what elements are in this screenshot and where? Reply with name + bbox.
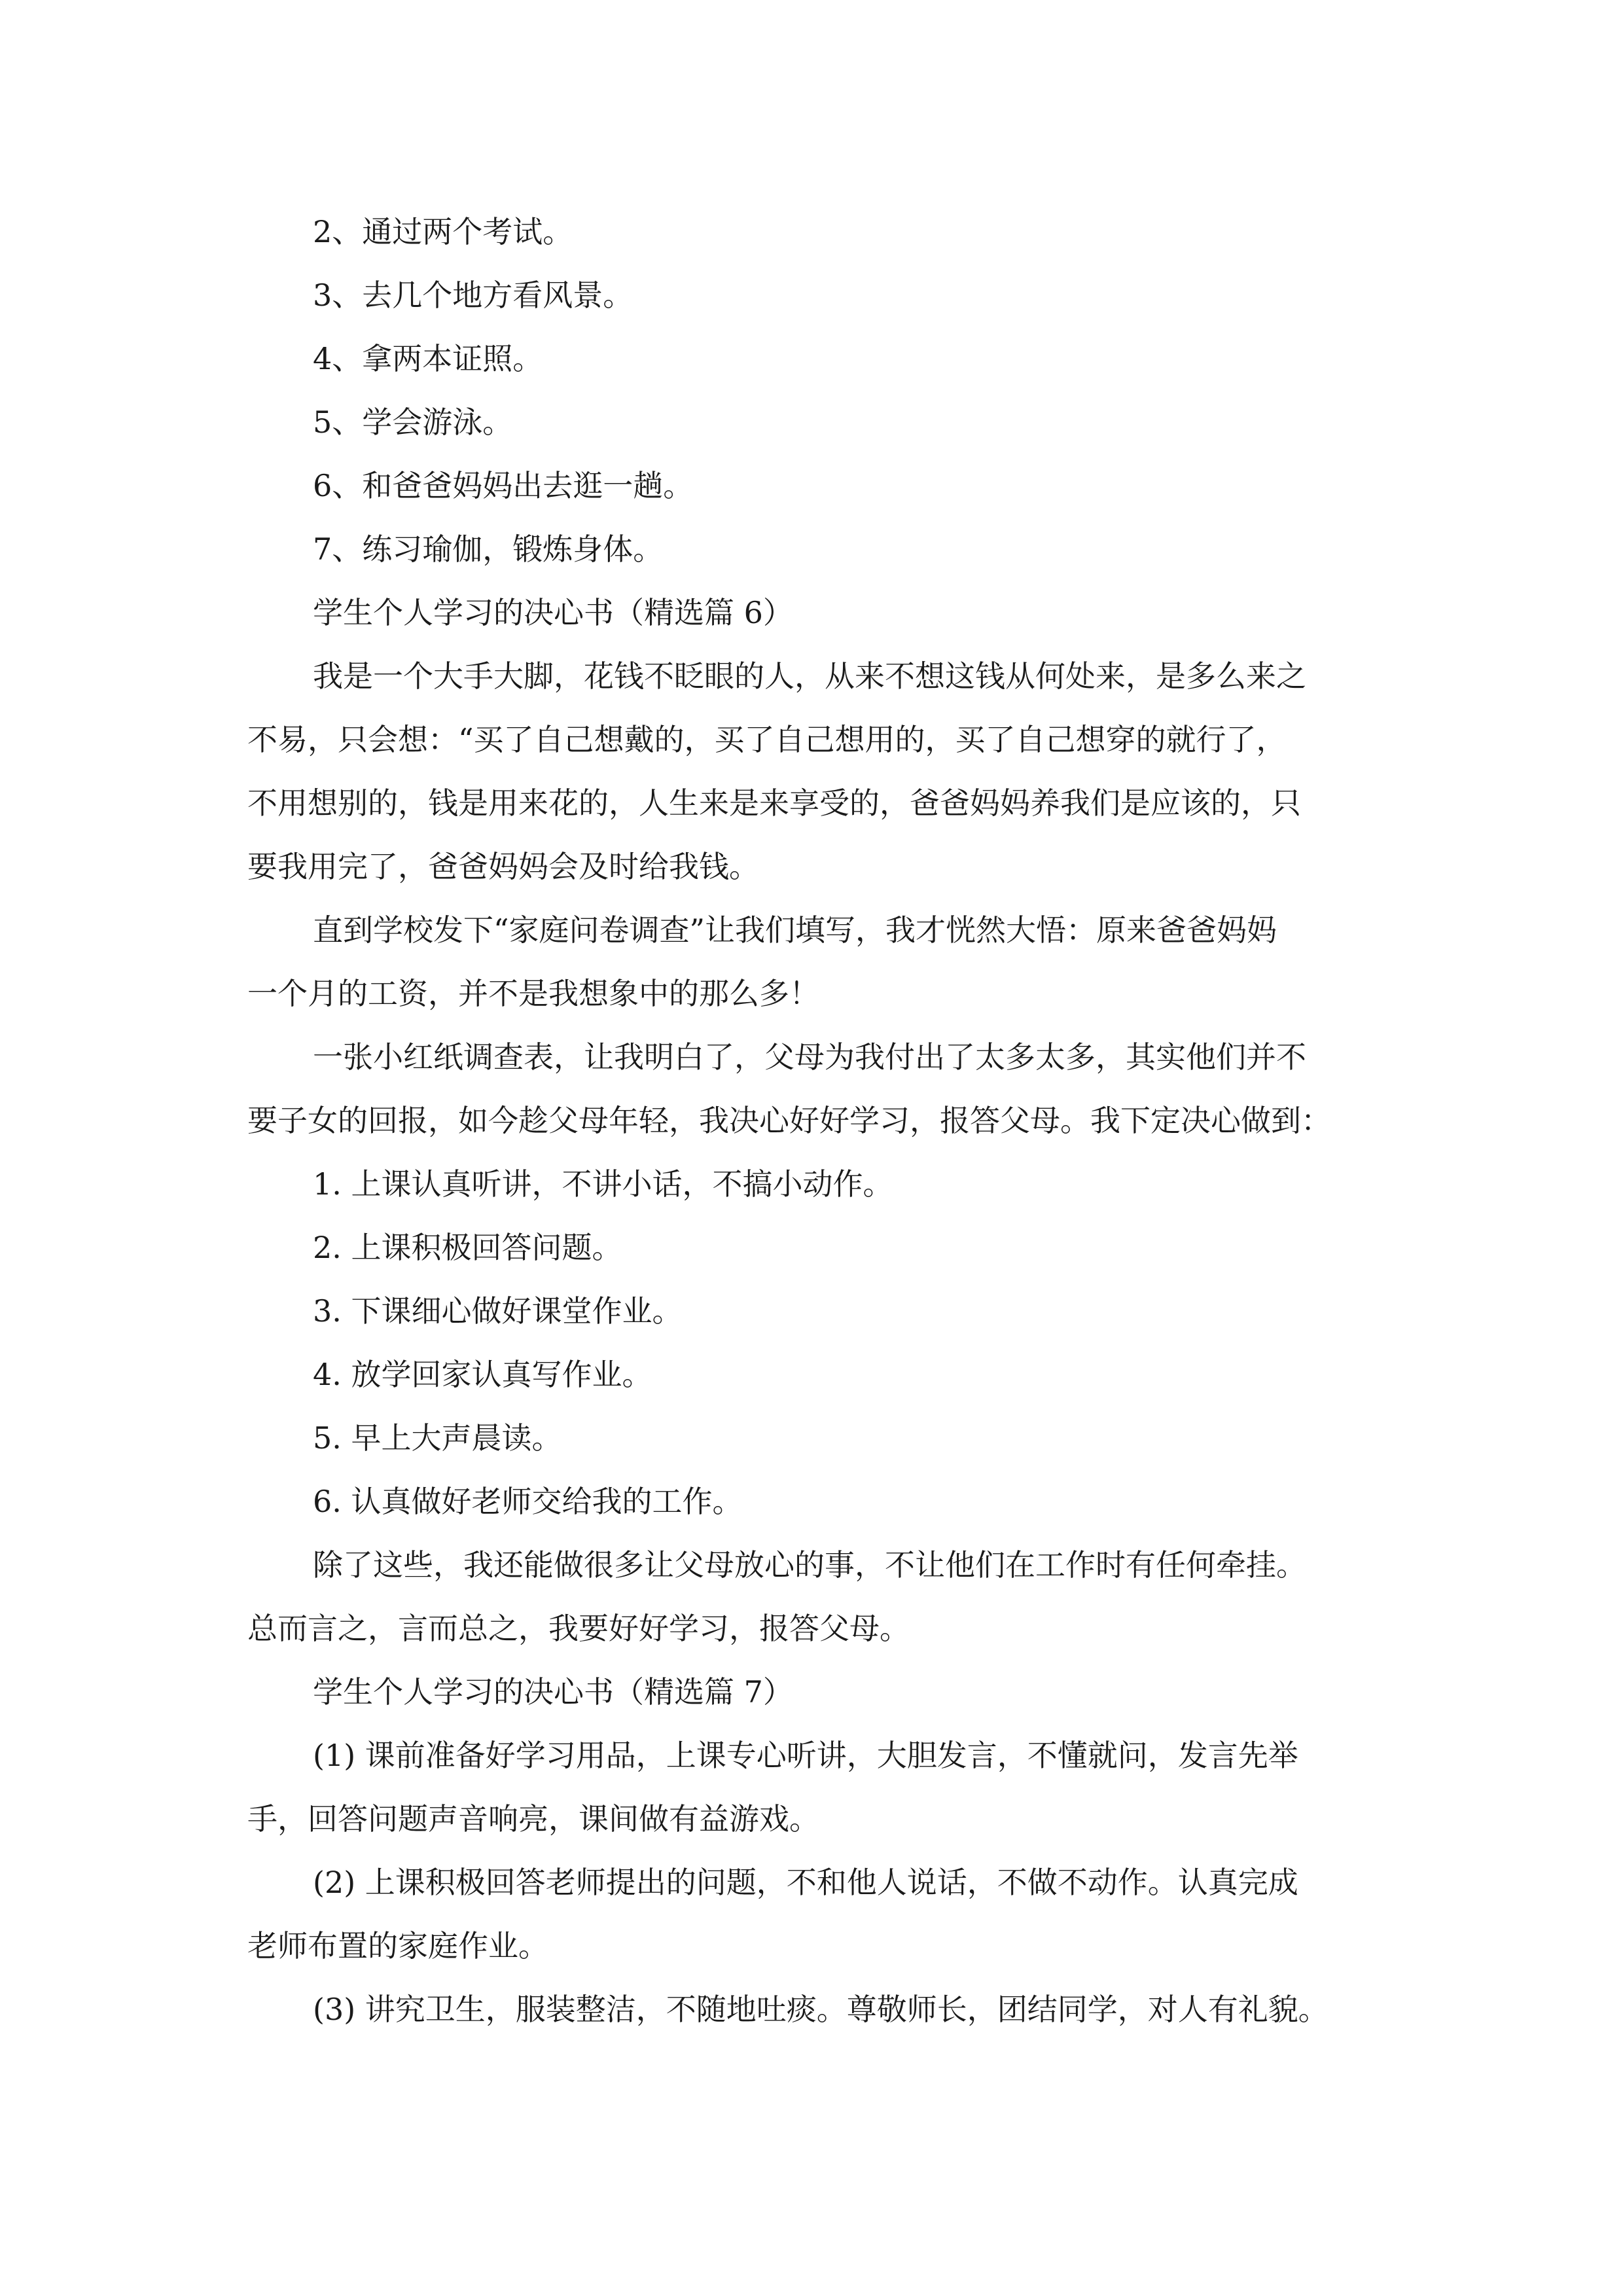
paragraph-line: 老师布置的家庭作业。 xyxy=(247,1928,548,1964)
paragraph-line: 不用想别的，钱是用来花的，人生来是来享受的，爸爸妈妈养我们是应该的，只 xyxy=(247,785,1301,821)
list-item-goal-7: 7、练习瑜伽，锻炼身体。 xyxy=(313,531,664,567)
section-heading-7: 学生个人学习的决心书（精选篇 7） xyxy=(313,1674,793,1710)
list-item-resolve-6: 6. 认真做好老师交给我的工作。 xyxy=(313,1484,743,1519)
list-item-resolve-4: 4. 放学回家认真写作业。 xyxy=(313,1357,652,1392)
list-item-goal-5: 5、学会游泳。 xyxy=(313,404,513,440)
paragraph-line: 不易，只会想：“买了自己想戴的，买了自己想用的，买了自己想穿的就行了， xyxy=(247,722,1287,757)
list-item-resolve-5: 5. 早上大声晨读。 xyxy=(313,1420,562,1456)
list-item-resolve-3: 3. 下课细心做好课堂作业。 xyxy=(313,1293,683,1329)
list-item-goal-3: 3、去几个地方看风景。 xyxy=(313,278,633,313)
paragraph-line: 除了这些，我还能做很多让父母放心的事，不让他们在工作时有任何牵挂。 xyxy=(313,1547,1306,1583)
list-item-resolve-1: 1. 上课认真听讲，不讲小话，不搞小动作。 xyxy=(313,1166,893,1202)
paragraph-line: 要我用完了，爸爸妈妈会及时给我钱。 xyxy=(247,849,759,884)
paragraph-line: (2) 上课积极回答老师提出的问题，不和他人说话，不做不动作。认真完成 xyxy=(313,1865,1298,1900)
paragraph-line: 总而言之，言而总之，我要好好学习，报答父母。 xyxy=(247,1611,910,1646)
paragraph-line: (1) 课前准备好学习用品，上课专心听讲，大胆发言，不懂就问，发言先举 xyxy=(313,1738,1298,1773)
paragraph-line: (3) 讲究卫生，服装整洁，不随地吐痰。尊敬师长，团结同学，对人有礼貌。 xyxy=(313,1992,1329,2027)
document-body xyxy=(247,200,1400,2041)
paragraph-line: 要子女的回报，如今趁父母年轻，我决心好好学习，报答父母。我下定决心做到： xyxy=(247,1103,1331,1138)
list-item-goal-4: 4、拿两本证照。 xyxy=(313,341,543,376)
paragraph-line: 一个月的工资，并不是我想象中的那么多！ xyxy=(247,976,819,1011)
list-item-goal-2: 2、通过两个考试。 xyxy=(313,214,573,249)
list-item-resolve-2: 2. 上课积极回答问题。 xyxy=(313,1230,622,1265)
paragraph-line: 一张小红纸调查表，让我明白了，父母为我付出了太多太多，其实他们并不 xyxy=(313,1039,1306,1075)
list-item-goal-6: 6、和爸爸妈妈出去逛一趟。 xyxy=(313,468,694,503)
paragraph-line: 手，回答问题声音响亮，课间做有益游戏。 xyxy=(247,1801,819,1837)
paragraph-line: 我是一个大手大脚，花钱不眨眼的人，从来不想这钱从何处来，是多么来之 xyxy=(313,658,1306,694)
paragraph-line: 直到学校发下“家庭问卷调查”让我们填写，我才恍然大悟：原来爸爸妈妈 xyxy=(313,912,1277,948)
section-heading-6: 学生个人学习的决心书（精选篇 6） xyxy=(313,595,793,630)
